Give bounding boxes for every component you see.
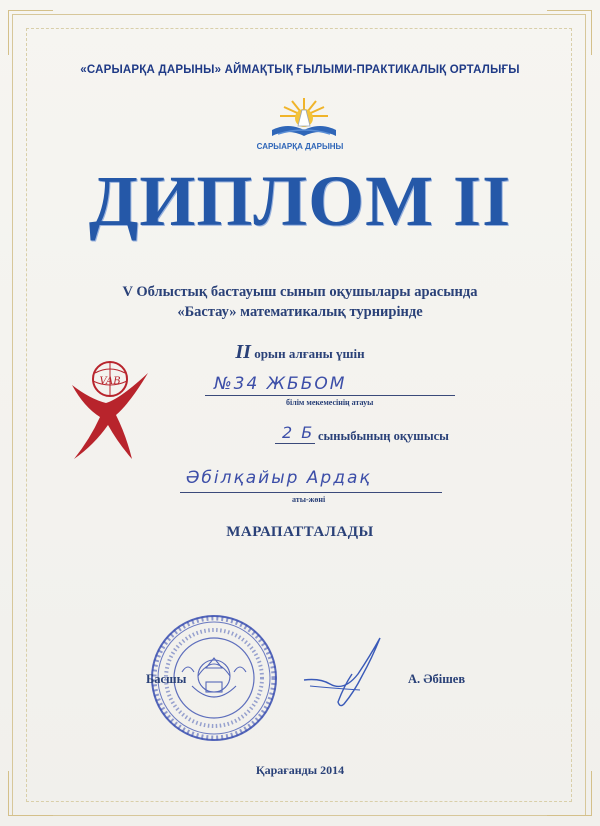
place-numeral: II bbox=[235, 341, 251, 363]
student-name-caption: аты-жөні bbox=[292, 495, 326, 504]
grade-label: сыныбының оқушысы bbox=[318, 429, 449, 443]
student-name-value: Әбілқайыр Ардақ bbox=[186, 468, 372, 488]
school-name-caption: білім мекемесінің атауы bbox=[286, 398, 374, 407]
organization-title: «САРЫАРҚА ДАРЫНЫ» АЙМАҚТЫҚ ҒЫЛЫМИ-ПРАКТИКАЛЫҚ ОРТАЛЫҒЫ bbox=[80, 64, 520, 76]
frame-corner-ornament bbox=[8, 10, 53, 55]
footer-place-year: Қарағанды 2014 bbox=[255, 763, 345, 777]
signature-icon bbox=[300, 634, 390, 714]
award-text: МАРАПАТТАЛАДЫ bbox=[226, 524, 374, 540]
place-text: орын алғаны үшін bbox=[254, 346, 365, 361]
signatory-name: А. Әбішев bbox=[408, 672, 466, 686]
logo-caption: САРЫАРҚА ДАРЫНЫ bbox=[256, 142, 344, 151]
grade-value: 2 Б bbox=[282, 423, 315, 442]
emblem-monogram: VAB bbox=[99, 376, 121, 387]
event-line-1: V Облыстық бастауыш сынып оқушылары арасында bbox=[122, 284, 478, 300]
signatory-role: Басшы bbox=[146, 672, 187, 686]
event-line-2: «Бастау» математикалық турнирінде bbox=[177, 304, 423, 320]
tournament-emblem-icon bbox=[60, 355, 160, 465]
diploma-title: ДИПЛОМ II bbox=[88, 161, 512, 241]
school-name-value: №34 ЖББОМ bbox=[214, 374, 347, 394]
frame-corner-ornament bbox=[547, 10, 592, 55]
